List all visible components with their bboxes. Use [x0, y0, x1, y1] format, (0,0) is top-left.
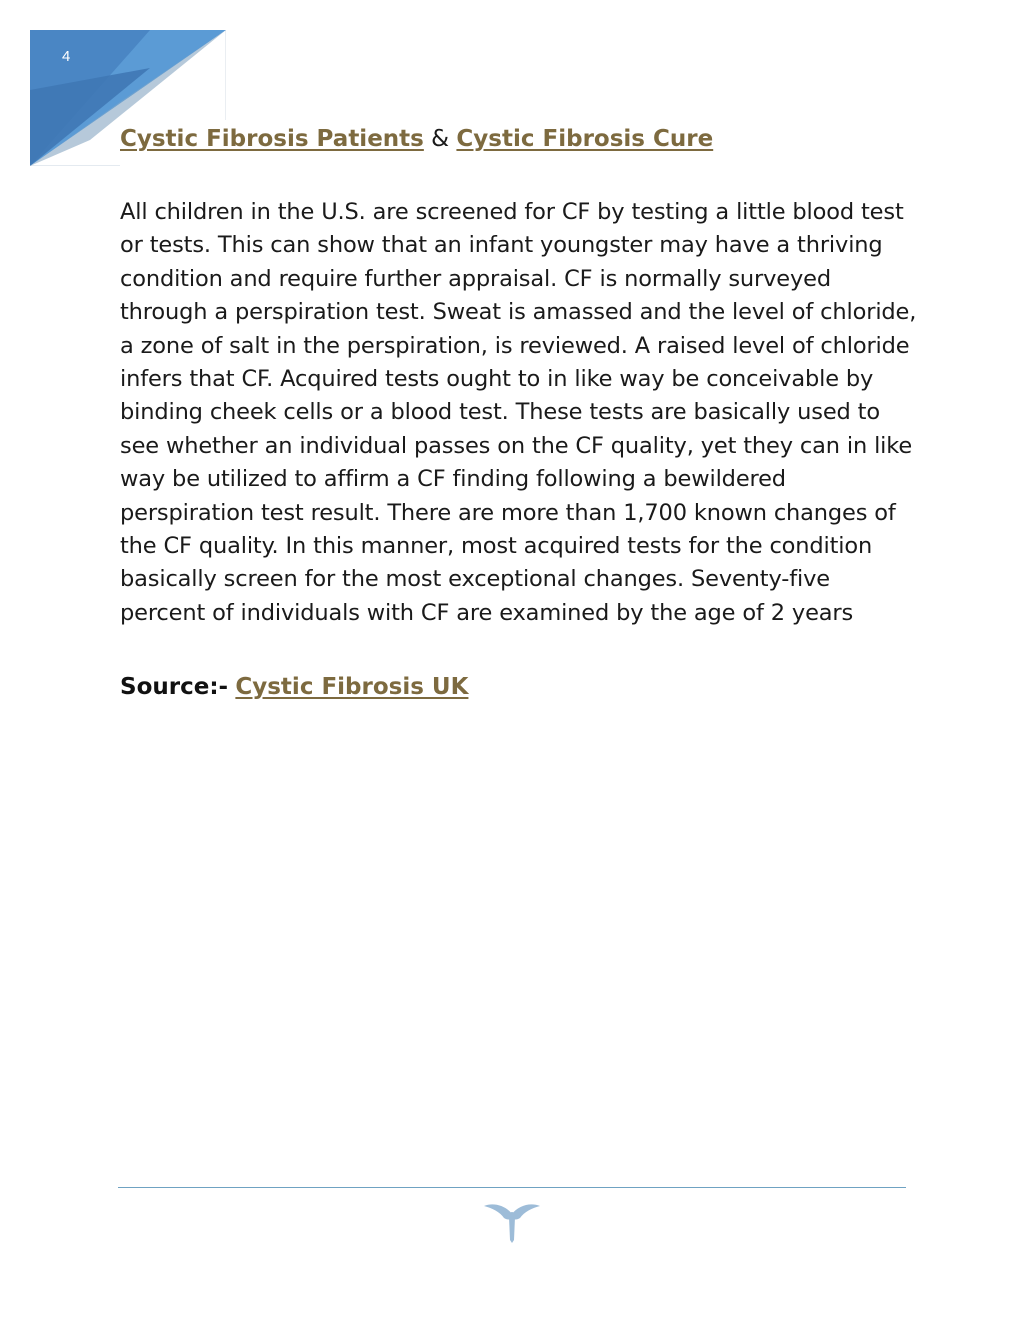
source-citation	[120, 670, 910, 704]
paragraph-line: All children in the U.S. are screened for CF by testing a little blood test	[120, 199, 904, 225]
bird-logo-icon	[482, 1200, 542, 1244]
paragraph-line: percent of individuals with CF are examined by the age of 2 years	[120, 599, 854, 626]
source-label: Source:-	[120, 674, 229, 701]
body-paragraph	[120, 196, 917, 630]
paragraph-line: condition and require further appraisal. CF is normally surveyed	[120, 265, 831, 292]
link-cystic-fibrosis-patients[interactable]: Cystic Fibrosis Patients	[120, 126, 424, 152]
paragraph-line: perspiration test result. There are more than 1,700 known changes of	[120, 499, 896, 526]
page-number: 4	[62, 48, 71, 65]
paragraph-line: basically screen for the most exceptional changes. Seventy-five	[120, 566, 830, 593]
footer-divider	[118, 1187, 906, 1188]
paragraph-line: or tests. This can show that an infant youngster may have a thriving	[120, 232, 883, 259]
paragraph-line: infers that CF. Acquired tests ought to in like way be conceivable by	[120, 366, 874, 393]
paragraph-line: binding cheek cells or a blood test. These tests are basically used to	[120, 399, 880, 426]
paragraph-line: way be utilized to affirm a CF finding following a bewildered	[120, 466, 786, 493]
link-cystic-fibrosis-cure[interactable]: Cystic Fibrosis Cure	[456, 126, 714, 152]
paragraph-line: a zone of salt in the perspiration, is reviewed. A raised level of chloride	[120, 332, 910, 359]
paragraph-line: the CF quality. In this manner, most acquired tests for the condition	[120, 533, 873, 560]
main-content	[120, 122, 917, 727]
link-cystic-fibrosis-uk[interactable]: Cystic Fibrosis UK	[235, 674, 469, 701]
related-links	[120, 122, 910, 156]
paragraph-line: see whether an individual passes on the CF quality, yet they can in like	[120, 432, 913, 459]
paragraph-line: through a perspiration test. Sweat is amassed and the level of chloride,	[120, 299, 917, 326]
links-separator: &	[431, 126, 450, 152]
